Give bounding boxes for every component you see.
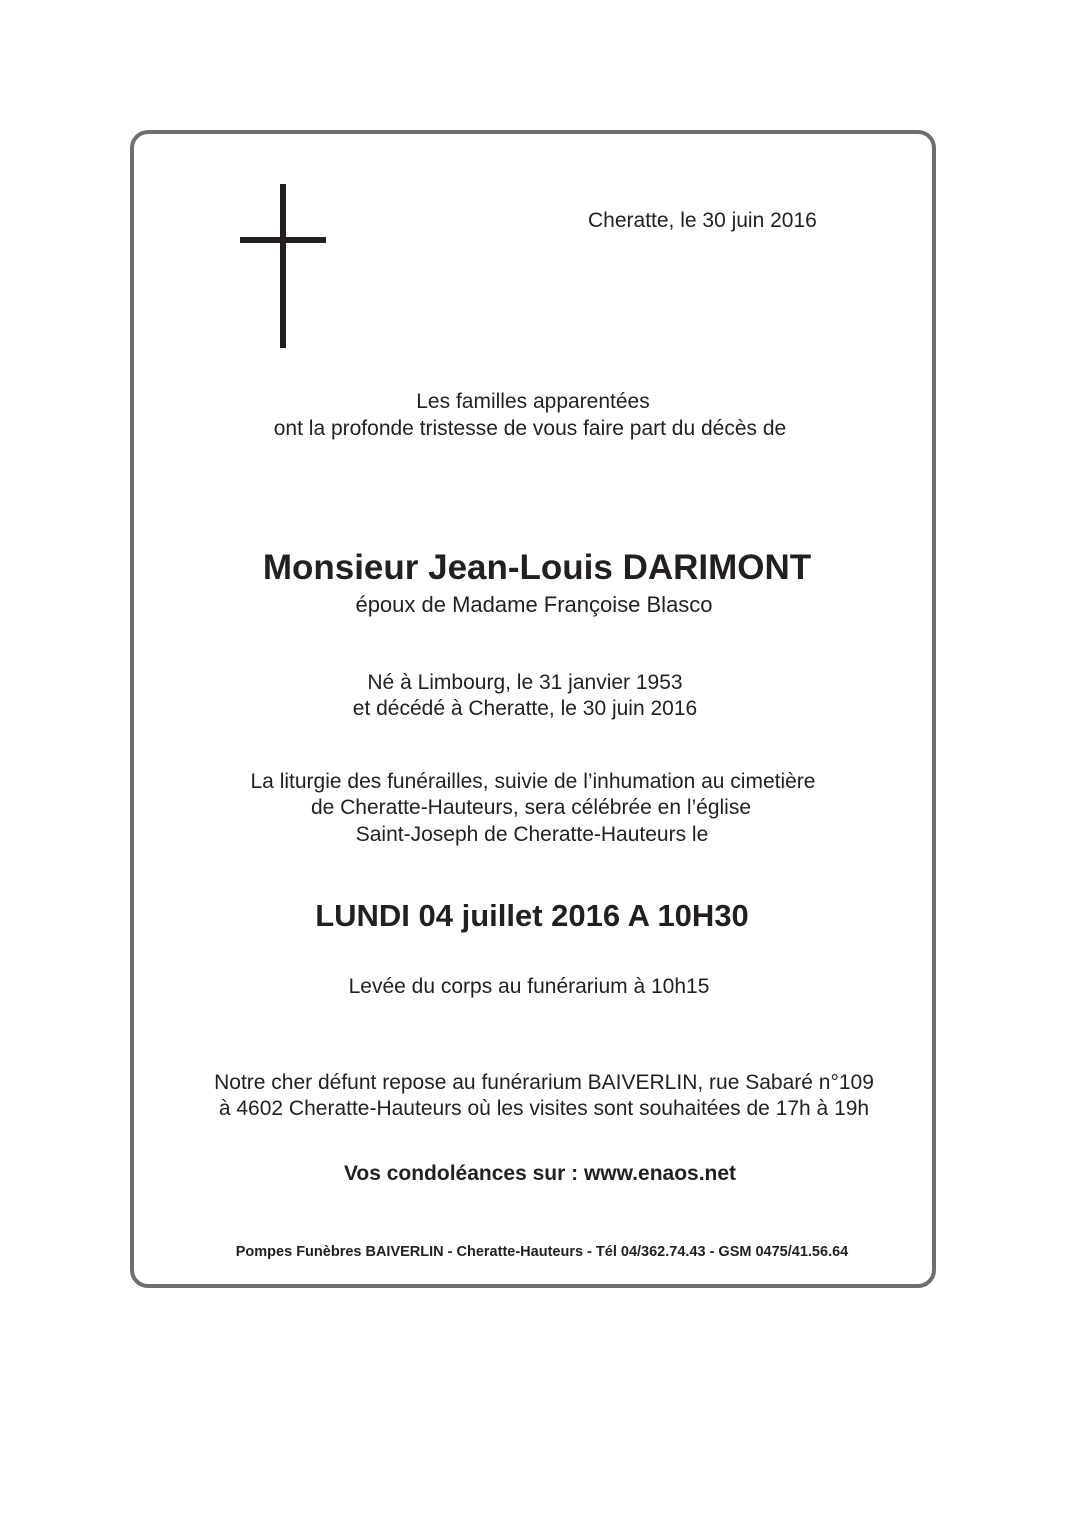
spouse-line: époux de Madame Françoise Blasco [355, 592, 713, 617]
levee-line: Levée du corps au funérarium à 10h15 [348, 975, 710, 998]
intro-line-1: Les familles apparentées [416, 390, 650, 413]
service-datetime: LUNDI 04 juillet 2016 A 10H30 [315, 898, 749, 933]
ceremony-line-1: La liturgie des funérailles, suivie de l’inhumation au cimetière [250, 770, 816, 793]
place-date: Cheratte, le 30 juin 2016 [588, 209, 817, 232]
condolences-line: Vos condoléances sur : www.enaos.net [343, 1162, 737, 1185]
deceased-name: Monsieur Jean-Louis DARIMONT [262, 548, 812, 587]
visits-line-2: à 4602 Cheratte-Hauteurs où les visites sont souhaitées de 17h à 19h [218, 1097, 870, 1120]
ceremony-line-3: Saint-Joseph de Cheratte-Hauteurs le [355, 823, 709, 846]
cross-vertical-bar [280, 184, 286, 348]
funeral-home-footer: Pompes Funèbres BAIVERLIN - Cheratte-Hauteurs - Tél 04/362.74.43 - GSM 0475/41.56.64 [235, 1244, 849, 1260]
visits-line-1: Notre cher défunt repose au funérarium BAIVERLIN, rue Sabaré n°109 [214, 1071, 874, 1094]
birth-line: Né à Limbourg, le 31 janvier 1953 [367, 671, 683, 694]
death-line: et décédé à Cheratte, le 30 juin 2016 [352, 697, 698, 720]
intro-line-2: ont la profonde tristesse de vous faire part du décès de [273, 417, 787, 440]
cross-icon [240, 184, 326, 348]
cross-horizontal-bar [240, 237, 326, 243]
ceremony-line-2: de Cheratte-Hauteurs, sera célébrée en l’église [310, 796, 752, 819]
